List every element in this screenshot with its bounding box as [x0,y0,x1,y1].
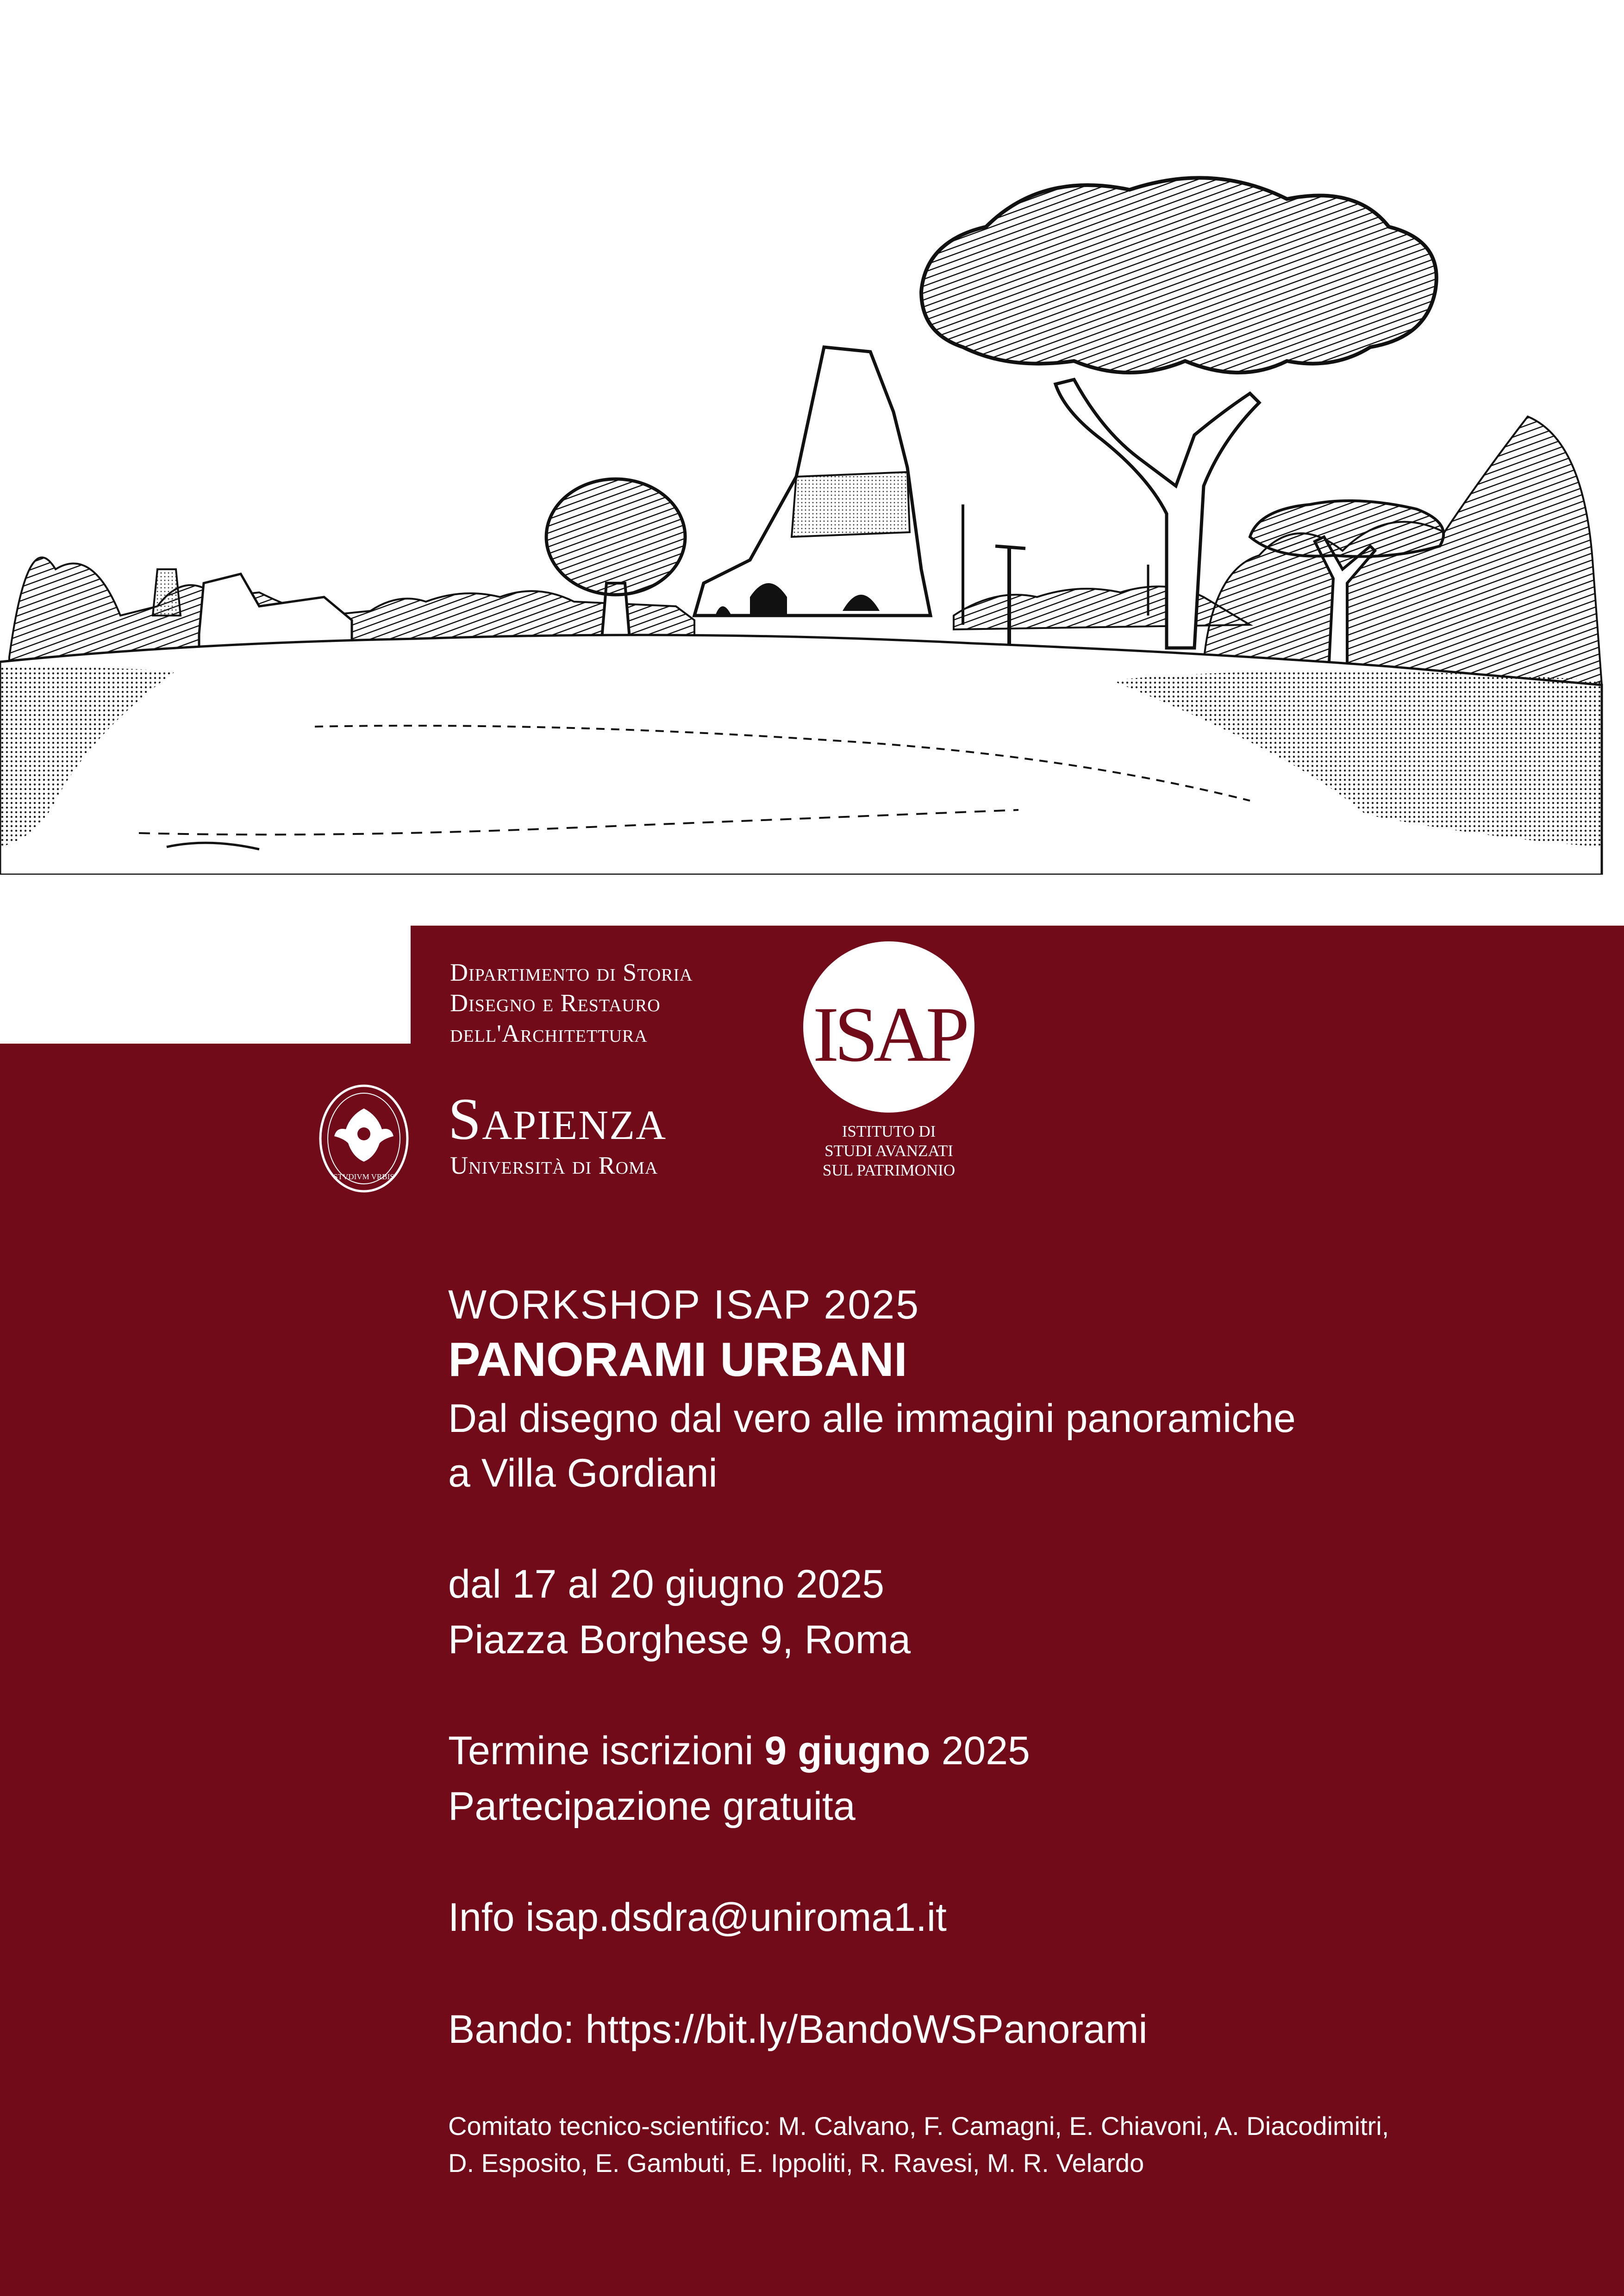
deadline-year: 2025 [941,1729,1030,1773]
department-line-2: Disegno e Restauro [450,989,661,1017]
isap-logo-text: ISAP [812,991,965,1078]
isap-logo-icon [802,940,975,1114]
event-place: Piazza Borghese 9, Roma [448,1618,911,1662]
isap-caption-line-1: ISTITUTO DI [842,1122,936,1140]
workshop-label: WORKSHOP ISAP 2025 [448,1282,920,1327]
emblem-motto: STVDIVM VRBIS [333,1172,394,1181]
workshop-title: PANORAMI URBANI [448,1333,907,1387]
ruined-tower [694,347,931,616]
lawn-ground [0,635,1602,875]
committee-line-2: D. Esposito, E. Gambuti, E. Ippoliti, R. Ravesi, M. R. Velardo [448,2148,1144,2178]
registration-deadline [448,1725,1030,1776]
deadline-prefix: Termine iscrizioni [448,1729,754,1773]
deadline-date: 9 giugno [764,1729,931,1773]
villa-gordiani-sketch [0,153,1624,875]
committee-line-1: Comitato tecnico-scientifico: M. Calvano, F. Camagni, E. Chiavoni, A. Diacodimitri, [448,2111,1389,2140]
event-dates: dal 17 al 20 giugno 2025 [448,1562,885,1606]
university-name: Sapienza [448,1086,667,1152]
department-name [450,957,693,1049]
department-line-1: Dipartimento di Storia [450,958,693,986]
info-email-link[interactable]: Info isap.dsdra@uniroma1.it [448,1895,947,1940]
scientific-committee [448,2108,1389,2182]
isap-caption [806,1122,972,1180]
university-subtitle: Università di Roma [450,1151,658,1179]
bando-link[interactable]: Bando: https://bit.ly/BandoWSPanorami [448,2007,1148,2052]
department-line-3: dell'Architettura [450,1020,648,1047]
isap-caption-line-3: SUL PATRIMONIO [822,1161,956,1179]
workshop-subtitle-line-2: a Villa Gordiani [448,1451,718,1495]
isap-caption-line-2: STUDI AVANZATI [824,1142,953,1160]
participation-fee: Partecipazione gratuita [448,1784,856,1829]
workshop-subtitle-line-1: Dal disegno dal vero alle immagini panoramiche [448,1396,1296,1441]
sapienza-emblem-icon [318,1083,410,1194]
